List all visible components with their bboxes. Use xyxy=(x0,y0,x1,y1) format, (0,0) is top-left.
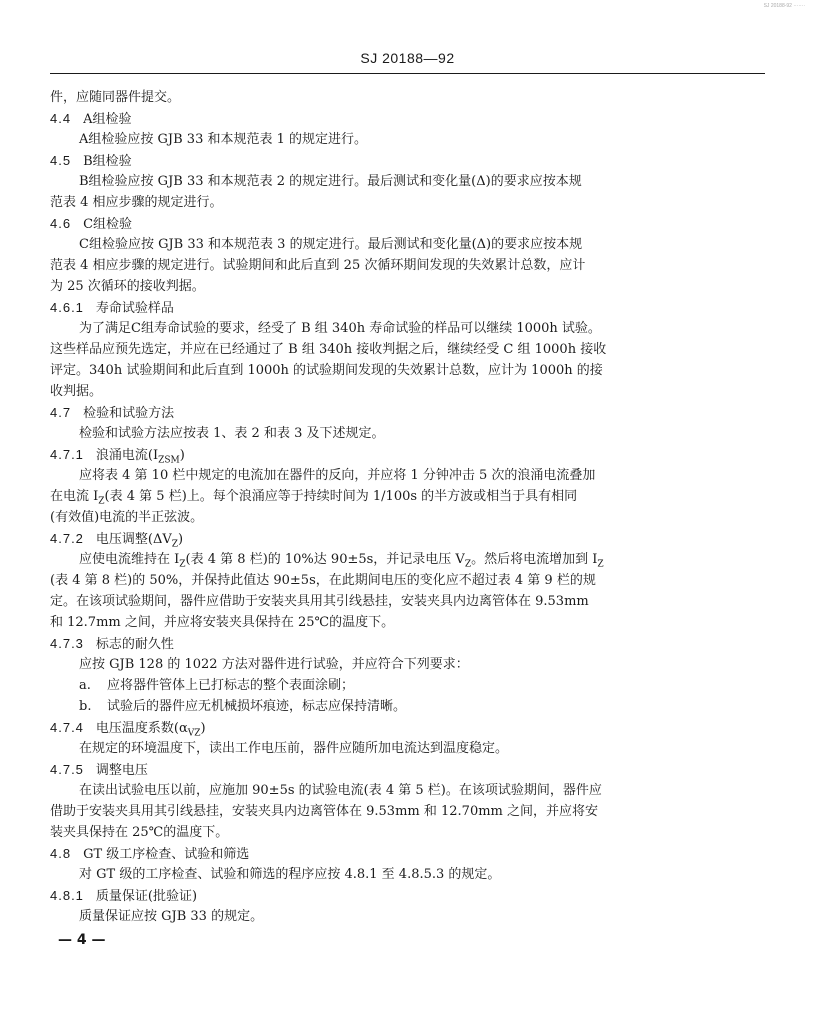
text-line: 定。在该项试验期间，器件应借助于安装夹具用其引线悬挂，安装夹具内边离管体在 9.53mm xyxy=(50,594,589,609)
document-code-header: SJ 20188—92 xyxy=(360,50,455,66)
section-title: 寿命试验样品 xyxy=(95,301,174,316)
section-number: 4.6.1 xyxy=(50,300,84,315)
section-title-tail: ) xyxy=(179,448,185,463)
text-line xyxy=(79,552,604,573)
section-heading xyxy=(50,531,183,553)
text-line: A组检验应按 GJB 33 和本规范表 1 的规定进行。 xyxy=(79,132,368,147)
section-title: GT 级工序检查、试验和筛选 xyxy=(83,847,250,862)
text-line: 应将表 4 第 10 栏中规定的电流加在器件的反向，并应将 1 分钟冲击 5 次的浪涌电流叠加 xyxy=(79,468,596,483)
section-number: 4.7.3 xyxy=(50,636,84,651)
list-text: 应将器件管体上已打标志的整个表面涂刷； xyxy=(107,678,355,693)
text-line: B组检验应按 GJB 33 和本规范表 2 的规定进行。最后测试和变化量(Δ)的要求应按本规 xyxy=(79,174,582,189)
subscript: VZ xyxy=(187,728,201,739)
section-heading xyxy=(50,762,148,779)
section-title: B组检验 xyxy=(83,154,132,169)
text-line: 为了满足C组寿命试验的要求，经受了 B 组 340h 寿命试验的样品可以继续 1000h 试验。 xyxy=(79,321,601,336)
text-line: 在规定的环境温度下，读出工作电压前，器件应随所加电流达到温度稳定。 xyxy=(79,741,509,756)
text-line: 应按 GJB 128 的 1022 方法对器件进行试验，并应符合下列要求： xyxy=(79,657,469,672)
text-line: C组检验应按 GJB 33 和本规范表 3 的规定进行。最后测试和变化量(Δ)的要求应按本规 xyxy=(79,237,583,252)
scan-corner-mark: SJ 20188-92 ······· xyxy=(763,3,805,9)
section-heading xyxy=(50,636,174,653)
section-title: 调整电压 xyxy=(95,763,148,778)
list-text: 试验后的器件应无机械损坏痕迹，标志应保持清晰。 xyxy=(107,699,407,714)
text-line: 在读出试验电压以前，应施加 90±5s 的试验电流(表 4 第 5 栏)。在该项试验期间，器件应 xyxy=(79,783,602,798)
page-number: — 4 — xyxy=(58,932,106,948)
text-fragment: (表 4 第 8 栏)的 10%达 90±5s，并记录电压 V xyxy=(185,552,465,567)
text-line: 借助于安装夹具用其引线悬挂，安装夹具内边离管体在 9.53mm 和 12.70mm 之间，并应将安 xyxy=(50,804,598,819)
text-line: (有效值)电流的半正弦波。 xyxy=(50,510,204,525)
section-heading xyxy=(50,153,132,170)
subscript: Z xyxy=(98,496,105,507)
header-divider xyxy=(50,73,765,74)
section-heading xyxy=(50,405,174,422)
text-line: 件，应随同器件提交。 xyxy=(50,90,181,105)
text-fragment: 在电流 I xyxy=(50,489,99,504)
list-marker: b. xyxy=(79,699,92,714)
section-title: 标志的耐久性 xyxy=(95,637,174,652)
text-fragment: (表 4 第 5 栏)上。每个浪涌应等于持续时间为 1/100s 的半方波或相当于具有相同 xyxy=(104,489,578,504)
text-line: 范表 4 相应步骤的规定进行。试验期间和此后直到 25 次循环期间发现的失效累计总数，应计 xyxy=(50,258,586,273)
section-number: 4.4 xyxy=(50,111,72,126)
section-number: 4.5 xyxy=(50,153,72,168)
section-title-tail: ) xyxy=(200,721,206,736)
section-title: 电压调整(ΔV xyxy=(95,532,172,547)
section-number: 4.8 xyxy=(50,846,72,861)
section-title: A组检验 xyxy=(83,112,132,127)
text-line: 评定。340h 试验期间和此后直到 1000h 的试验期间发现的失效累计总数，应计为 1000h 的接 xyxy=(50,363,603,378)
text-line: 收判据。 xyxy=(50,384,103,399)
list-marker: a. xyxy=(79,678,91,693)
text-fragment: 。然后将电流增加到 I xyxy=(471,552,598,567)
subscript: Z xyxy=(464,559,472,570)
section-title: 检验和试验方法 xyxy=(83,406,175,421)
section-number: 4.7.5 xyxy=(50,762,84,777)
text-line: 和 12.7mm 之间，并应将安装夹具保持在 25℃的温度下。 xyxy=(50,615,395,630)
text-line: 检验和试验方法应按表 1、表 2 和表 3 及下述规定。 xyxy=(79,426,385,441)
section-number: 4.7.4 xyxy=(50,720,84,735)
section-heading xyxy=(50,846,249,863)
section-heading xyxy=(50,447,185,469)
text-line: 这些样品应预先选定，并应在已经通过了 B 组 340h 接收判据之后，继续经受 C 组 1000h 接收 xyxy=(50,342,607,357)
section-title-tail: ) xyxy=(178,532,184,547)
list-item xyxy=(79,678,354,694)
text-line: (表 4 第 8 栏)的 50%，并保持此值达 90±5s，在此期间电压的变化应不超过表 4 第 9 栏的规 xyxy=(50,573,596,588)
text-line: 质量保证应按 GJB 33 的规定。 xyxy=(79,909,264,924)
list-item xyxy=(79,699,406,715)
section-heading xyxy=(50,720,206,742)
section-title: C组检验 xyxy=(83,217,133,232)
section-title: 浪涌电流(I xyxy=(95,448,159,463)
section-heading xyxy=(50,300,174,317)
section-title: 电压温度系数(α xyxy=(95,721,188,736)
section-heading xyxy=(50,216,132,233)
section-heading xyxy=(50,111,131,128)
section-number: 4.7.1 xyxy=(50,447,84,462)
text-line: 装夹具保持在 25℃的温度下。 xyxy=(50,825,229,840)
subscript: Z xyxy=(171,539,179,550)
text-line: 范表 4 相应步骤的规定进行。 xyxy=(50,195,223,210)
text-line xyxy=(50,489,577,510)
text-line: 为 25 次循环的接收判据。 xyxy=(50,279,205,294)
section-number: 4.7 xyxy=(50,405,72,420)
text-line: 对 GT 级的工序检查、试验和筛选的程序应按 4.8.1 至 4.8.5.3 的规定。 xyxy=(79,867,501,882)
subscript: Z xyxy=(179,559,186,570)
section-title: 质量保证(批验证) xyxy=(95,889,198,904)
text-fragment: 应使电流维持在 I xyxy=(79,552,180,567)
section-number: 4.8.1 xyxy=(50,888,84,903)
subscript: Z xyxy=(597,559,604,570)
section-heading xyxy=(50,888,197,905)
section-number: 4.6 xyxy=(50,216,72,231)
section-number: 4.7.2 xyxy=(50,531,84,546)
subscript: ZSM xyxy=(158,455,180,466)
